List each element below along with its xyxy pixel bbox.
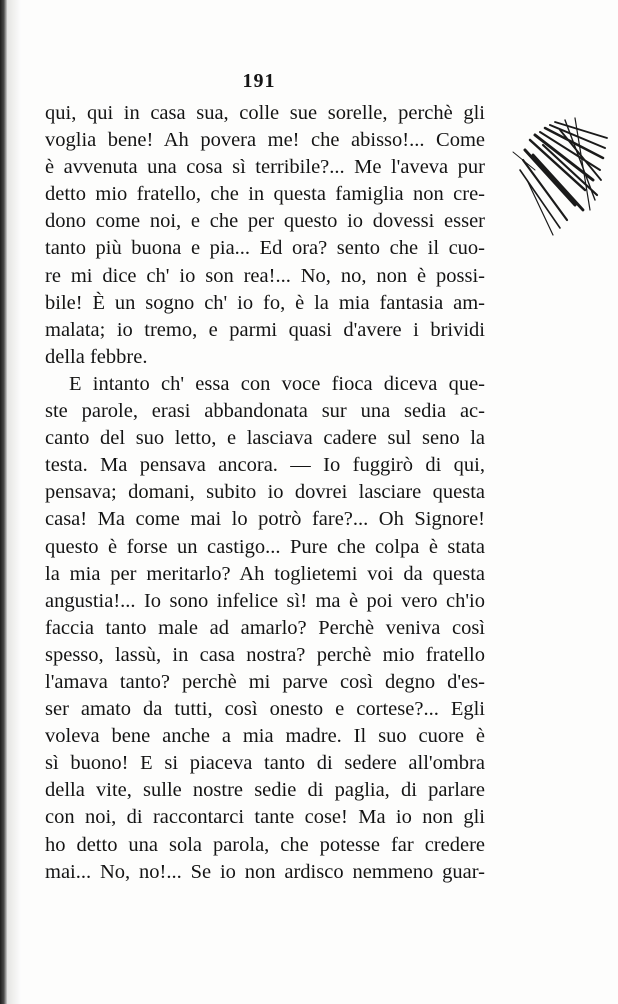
text-line: sì buono! E si piaceva tanto di sedere all'ombra — [45, 752, 485, 775]
text-line: ser amato da tutti, così onesto e cortese?... Egli — [45, 698, 485, 721]
text-line: ho detto una sola parola, che potesse far credere — [45, 833, 485, 856]
text-line: re mi dice ch' io son rea!... No, no, non è possi- — [45, 264, 485, 287]
text-line: della vite, sulle nostre sedie di paglia, di parlare — [45, 779, 485, 802]
text-line: ste parole, erasi abbandonata sur una sedia ac- — [45, 400, 485, 423]
text-line: casa! Ma come mai lo potrò fare?... Oh Signore! — [45, 508, 485, 531]
text-line: spesso, lassù, in casa nostra? perchè mio fratello — [45, 643, 485, 666]
text-line: la mia per meritarlo? Ah toglietemi voi da questa — [45, 562, 485, 585]
text-line: voleva bene anche a mia madre. Il suo cuore è — [45, 725, 485, 748]
book-spine-edge — [0, 0, 7, 1004]
text-line: malata; io tremo, e parmi quasi d'avere i brividi — [45, 318, 485, 341]
text-line: voglia bene! Ah povera me! che abisso!... Come — [45, 129, 485, 152]
text-line: l'amava tanto? perchè mi parve così degno d'es- — [45, 670, 485, 693]
text-line: angustia!... Io sono infelice sì! ma è poi vero ch'io — [45, 589, 485, 612]
text-line: canto del suo letto, e lasciava cadere sul seno la — [45, 427, 485, 450]
text-line: mai... No, no!... Se io non ardisco nemmeno guar- — [45, 860, 485, 883]
text-line: tanto più buona e pia... Ed ora? sento che il cuo- — [45, 237, 485, 260]
text-line: è avvenuta una cosa sì terribile?... Me l'aveva pur — [45, 156, 485, 179]
spine-shadow — [7, 0, 21, 1004]
text-line: pensava; domani, subito io dovrei lasciare questa — [45, 481, 485, 504]
text-line: dono come noi, e che per questo io dovessi esser — [45, 210, 485, 233]
text-line: qui, qui in casa sua, colle sue sorelle, perchè gli — [45, 102, 485, 124]
page-number: 191 — [242, 70, 276, 92]
text-line: bile! È un sogno ch' io fo, è la mia fantasia am- — [45, 291, 485, 314]
text-line: testa. Ma pensava ancora. — Io fuggirò di qui, — [45, 454, 485, 477]
text-line: E intanto ch' essa con voce fioca diceva que- — [69, 372, 485, 395]
ink-smudge-mark — [505, 110, 610, 250]
text-line: detto mio fratello, che in questa famiglia non cre- — [45, 183, 485, 206]
text-line: faccia tanto male ad amarlo? Perchè veniva così — [45, 616, 485, 639]
text-line: questo è forse un castigo... Pure che colpa è stata — [45, 535, 485, 558]
text-line: con noi, di raccontarci tante cose! Ma io non gli — [45, 806, 485, 829]
body-text — [45, 100, 485, 886]
text-line: della febbre. — [45, 345, 148, 368]
